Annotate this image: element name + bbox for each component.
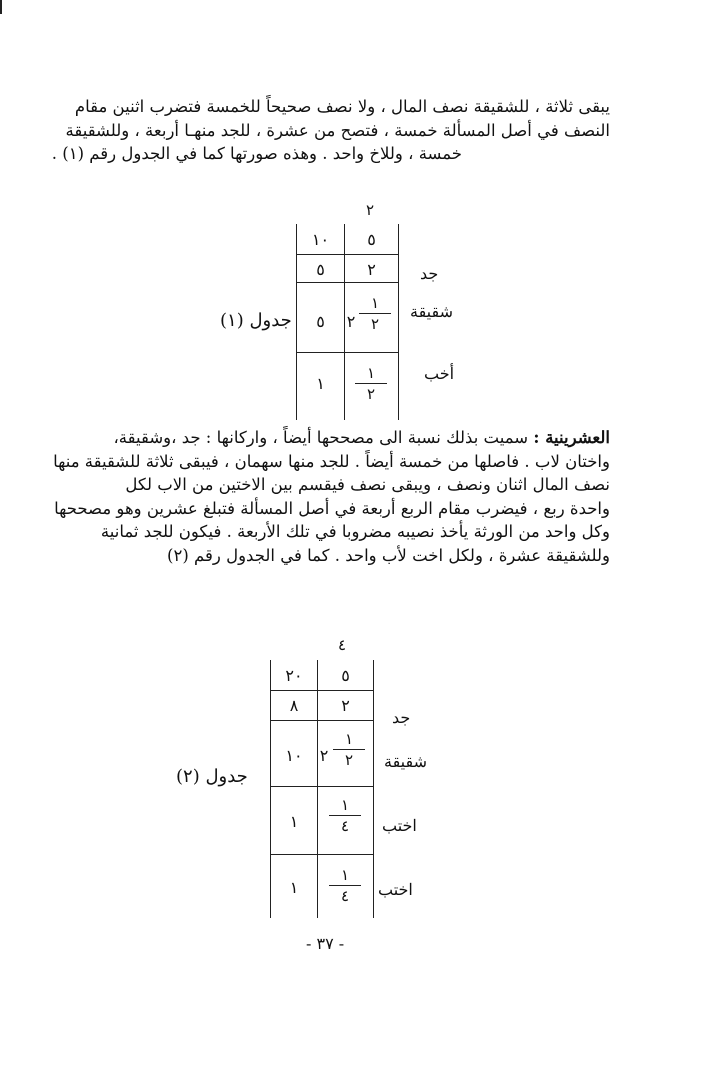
paragraph-2-line-4: واحدة ربع ، فيضرب مقام الربع أربعة في أصل المسألة فتبلغ عشرين وهو مصححها (54, 498, 610, 518)
table-2-cell: ١٠ (285, 746, 303, 765)
table-2-label-grandfather: جد (392, 708, 411, 727)
table-1-row-divider (297, 352, 398, 353)
paragraph-2-line-6: وللشقيقة عشرة ، ولكل اخت لأب واحد . كما في الجدول رقم (٢) (167, 545, 610, 565)
paragraph-2-line-2: واختان لاب . فاصلها من خمسة أيضاً . للجد منها سهمان ، فيبقى ثلاثة للشقيقة منها (53, 451, 610, 471)
fraction-denominator: ٢ (366, 385, 376, 403)
fraction-bar (329, 885, 361, 886)
table-1 (296, 224, 399, 420)
term-heading: العشرينية : (533, 428, 610, 447)
paragraph-2-line-1-text: سميت بذلك نسبة الى مصححها أيضاً ، واركانها : جد ،وشقيقة، (113, 428, 529, 447)
fraction-numerator: ١ (340, 796, 350, 814)
paragraph-2 (53, 426, 610, 567)
table-1-label-sister: شقيقة (410, 302, 453, 321)
table-1-label-grandfather: جد (420, 264, 439, 283)
table-2-cell: ٢٠ (285, 666, 303, 685)
fraction-numerator: ١ (344, 730, 354, 748)
table-2-caption: جدول (٢) (176, 766, 248, 787)
table-2 (270, 660, 374, 918)
fraction-bar (359, 313, 391, 314)
table-2-cell: ٨ (289, 696, 299, 715)
table-1-cell: ٥ (316, 260, 325, 279)
table-2-row-divider (271, 690, 373, 691)
table-2-share: ٢ (319, 746, 329, 765)
fraction-bar (329, 815, 361, 816)
paragraph-1-line-1: يبقى ثلاثة ، للشقيقة نصف المال ، ولا نصف صحيحاً للخمسة فتضرب اثنين مقام (74, 97, 610, 116)
fraction-denominator: ٤ (340, 817, 350, 835)
table-1-cell: ١٠ (311, 230, 330, 249)
paragraph-2-line-3: نصف المال اثنان ونصف ، ويبقى نصف فيقسم بين الاختين من الاب لكل (125, 475, 610, 494)
table-2-cell: ٥ (341, 666, 350, 685)
fraction-denominator: ٢ (344, 751, 354, 769)
fraction-denominator: ٢ (370, 315, 380, 333)
table-1-cell: ٥ (367, 230, 376, 249)
paragraph-1 (51, 95, 610, 166)
table-2-label-sister: شقيقة (384, 752, 427, 771)
fraction-bar (355, 383, 387, 384)
table-1-fraction (355, 294, 395, 333)
table-2-fraction (325, 796, 365, 835)
table-2-multiplier: ٤ (338, 636, 347, 654)
table-1-label-brother: أخب (424, 364, 455, 383)
table-2-fraction (325, 866, 365, 905)
table-1-row-divider (297, 282, 398, 283)
fraction-denominator: ٤ (340, 887, 350, 905)
scan-edge-mark (0, 0, 2, 14)
table-2-label-half-sister-1: اختب (382, 816, 417, 835)
table-1-multiplier: ٢ (366, 201, 375, 219)
table-2-cell: ١ (289, 812, 299, 831)
fraction-numerator: ١ (366, 364, 376, 382)
table-2-row-divider (271, 854, 373, 855)
fraction-bar (333, 749, 365, 750)
fraction-numerator: ١ (370, 294, 380, 312)
paragraph-1-line-3: خمسة ، وللاخ واحد . وهذه صورتها كما في الجدول رقم (١) . (51, 144, 462, 163)
table-2-row-divider (271, 720, 373, 721)
table-1-cell: ١ (316, 374, 325, 393)
table-1-caption: جدول (١) (220, 310, 292, 331)
table-1-fraction (351, 364, 391, 403)
table-2-cell: ١ (289, 878, 299, 897)
page-number: - ٣٧ - (306, 934, 345, 953)
table-2-label-half-sister-2: اختب (378, 880, 413, 899)
table-2-fraction (329, 730, 369, 769)
fraction-numerator: ١ (340, 866, 350, 884)
table-1-share: ٢ (346, 312, 356, 331)
table-2-row-divider (271, 786, 373, 787)
table-1-cell: ٥ (316, 312, 325, 331)
table-1-row-divider (297, 254, 398, 255)
table-1-cell: ٢ (367, 260, 376, 279)
table-2-cell: ٢ (341, 696, 350, 715)
paragraph-2-line-5: وكل واحد من الورثة يأخذ نصيبه مضروبا في تلك الأربعة . فيكون للجد ثمانية (100, 522, 610, 541)
paragraph-2-line-1 (90, 426, 610, 450)
paragraph-1-line-2: النصف في أصل المسألة خمسة ، فتصح من عشرة ، للجد منهـا أربعة ، وللشقيقة (65, 120, 610, 140)
